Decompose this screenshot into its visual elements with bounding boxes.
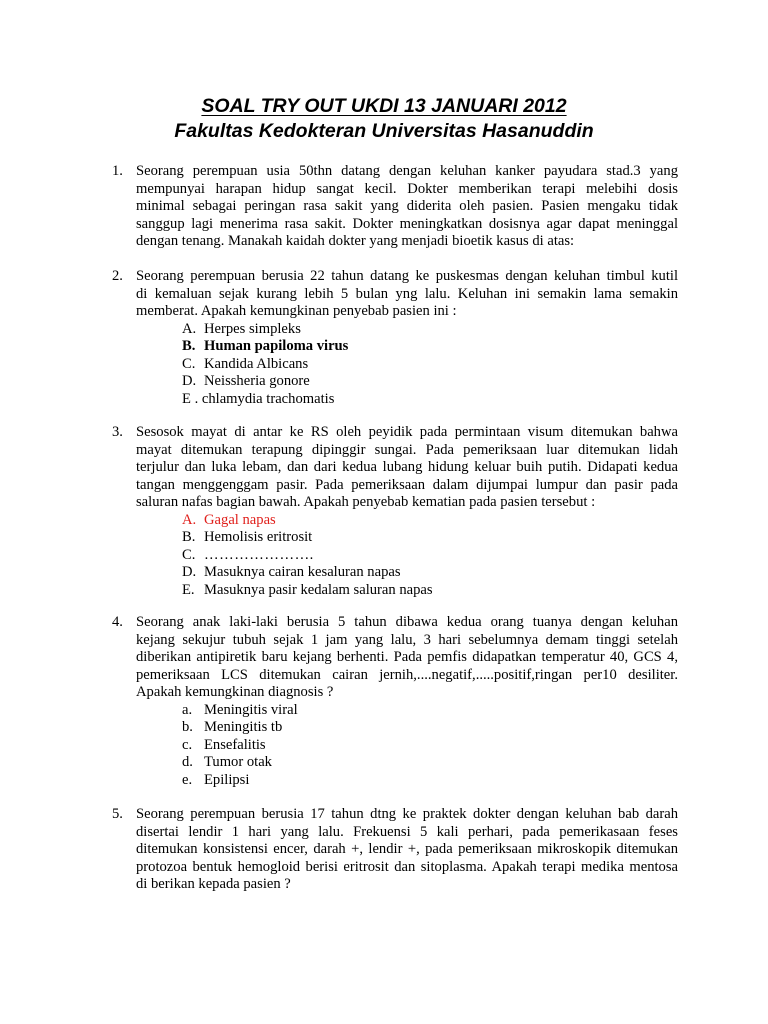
question-line: kejang sekujur tubuh sejak 1 jam yang lalu, 3 hari sebelumnya demam tinggi setelah [136,631,678,648]
option-a [182,321,348,339]
option-text: Herpes simpleks [204,320,301,337]
option-letter: B. [182,529,196,545]
option-text: Tumor otak [204,754,272,770]
option-d [182,373,348,391]
question-line: diberikan antipiretik baru kejang berhenti. Pada pemfis didapatkan temperatur 40, GCS 4, [136,649,678,665]
option-d [182,754,298,772]
question-line: memberat. Apakah kemungkinan penyebab pasien ini : [136,303,457,319]
option-c [182,356,348,374]
option-letter: c. [182,736,193,753]
question-line: disertai lendir 1 hari yang lalu. Frekuensi 5 kali perhari, pada pemerikasaan feses [136,823,678,840]
question-line: terjulur dan luka lebam, dan dari kedua lubang hidung keluar buih putih. Didapati kedua [136,459,678,475]
question-text [136,268,678,321]
question-line: dengan tenang. Manakah kaidah dokter yang menjadi bioetik kasus di atas: [136,233,575,249]
document-title: SOAL TRY OUT UKDI 13 JANUARI 2012 [201,95,567,117]
question-line: di berikan kepada pasien ? [136,876,291,892]
option-text: Kandida Albicans [204,355,309,372]
answer-options [182,702,298,790]
question-line: Seorang anak laki-laki berusia 5 tahun dibawa kedua orang tuanya dengan keluhan [136,614,678,630]
option-e [182,582,433,600]
option-letter: d. [182,754,193,770]
question-number: 5. [112,806,123,822]
option-text: Human papiloma virus [204,338,349,354]
option-letter: e. [182,771,193,788]
option-text: …………………. [204,546,314,563]
question-line: Seorang perempuan berusia 22 tahun datang ke puskesmas dengan keluhan timbul kutil [136,268,678,284]
question-line: Seorang perempuan usia 50thn datang dengan keluhan kanker payudara stad.3 yang [136,163,678,179]
option-letter: D. [182,373,197,389]
question-line: ditemukan konsistensi encer, darah +, lendir +, pada pemeriksaan mikroskopik ditemukan [136,841,678,857]
option-text: Meningitis tb [204,719,283,735]
option-c [182,737,298,755]
question-line: protozoa bentuk hemogloid berisi eritrosit dan sitoplasma. Apakah terapi medika mentosa [136,858,678,875]
question-line: sanggup lagi menerima rasa sakit. Dokter meningkatkan dosisnya agar dapat meninggal [136,215,678,232]
answer-options [182,512,433,600]
option-text: Ensefalitis [204,736,266,753]
option-d [182,564,433,582]
option-letter: E. [182,581,195,598]
question-number: 4. [112,614,123,630]
option-text: E . chlamydia trachomatis [182,390,335,407]
question-line: di kemaluan sejak kurang lebih 5 bulan yng lalu. Keluhan ini semakin lama semakin [136,285,678,302]
option-b [182,529,433,547]
option-letter: B. [182,338,196,354]
answer-options [182,321,348,409]
option-text: Neissheria gonore [204,373,310,389]
question-text [136,614,678,702]
option-text: Masuknya pasir kedalam saluran napas [204,581,433,598]
option-text: Masuknya cairan kesaluran napas [204,564,401,580]
option-letter: C. [182,546,196,563]
option-b-highlighted [182,338,348,356]
option-letter: b. [182,719,193,735]
option-c [182,547,433,565]
option-letter: A. [182,511,197,528]
question-line: mayat ditemukan terapung dipinggir sungai. Pada pemeriksaan luar ditemukan lidah [136,441,678,458]
question-line: pemeriksaan LCS ditemukan cairan jernih,....negatif,.....positif,ringan per10 desiliter. [136,666,678,683]
question-line: saluran nafas bagian bawah. Apakah penyebab kematian pada pasien tersebut : [136,494,596,510]
option-letter: a. [182,701,193,718]
option-text: Epilipsi [204,771,250,788]
option-e [182,772,298,790]
question-line: mempunyai harapan hidup sangat kecil. Dokter memberikan terapi melebihi dosis [136,180,678,197]
option-letter: A. [182,320,197,337]
question-number: 1. [112,163,123,179]
option-text: Hemolisis eritrosit [204,529,313,545]
question-line: Seorang perempuan berusia 17 tahun dtng ke praktek dokter dengan keluhan bab darah [136,806,678,822]
question-line: tangan menggenggam pasir. Pada pemeriksaan dalam dijumpai lumpur dan pasir pada [136,476,678,493]
question-number: 2. [112,268,123,284]
option-letter: D. [182,564,197,580]
option-b [182,719,298,737]
question-number: 3. [112,424,123,440]
question-line: minimal sebagai peringan rasa sakit yang diderita oleh pasien. Pasien mengaku tidak [136,198,678,214]
option-letter: C. [182,355,196,372]
question-text [136,806,678,894]
question-text [136,424,678,512]
document-subtitle: Fakultas Kedokteran Universitas Hasanuddin [174,120,594,142]
question-line: Apakah kemungkinan diagnosis ? [136,684,334,700]
question-text [136,163,678,251]
option-a [182,702,298,720]
option-e [182,391,348,409]
option-text: Meningitis viral [204,701,298,718]
option-text: Gagal napas [204,511,276,528]
question-line: Sesosok mayat di antar ke RS oleh peyidik pada permintaan visum ditemukan bahwa [136,424,678,440]
option-a-highlighted [182,512,433,530]
